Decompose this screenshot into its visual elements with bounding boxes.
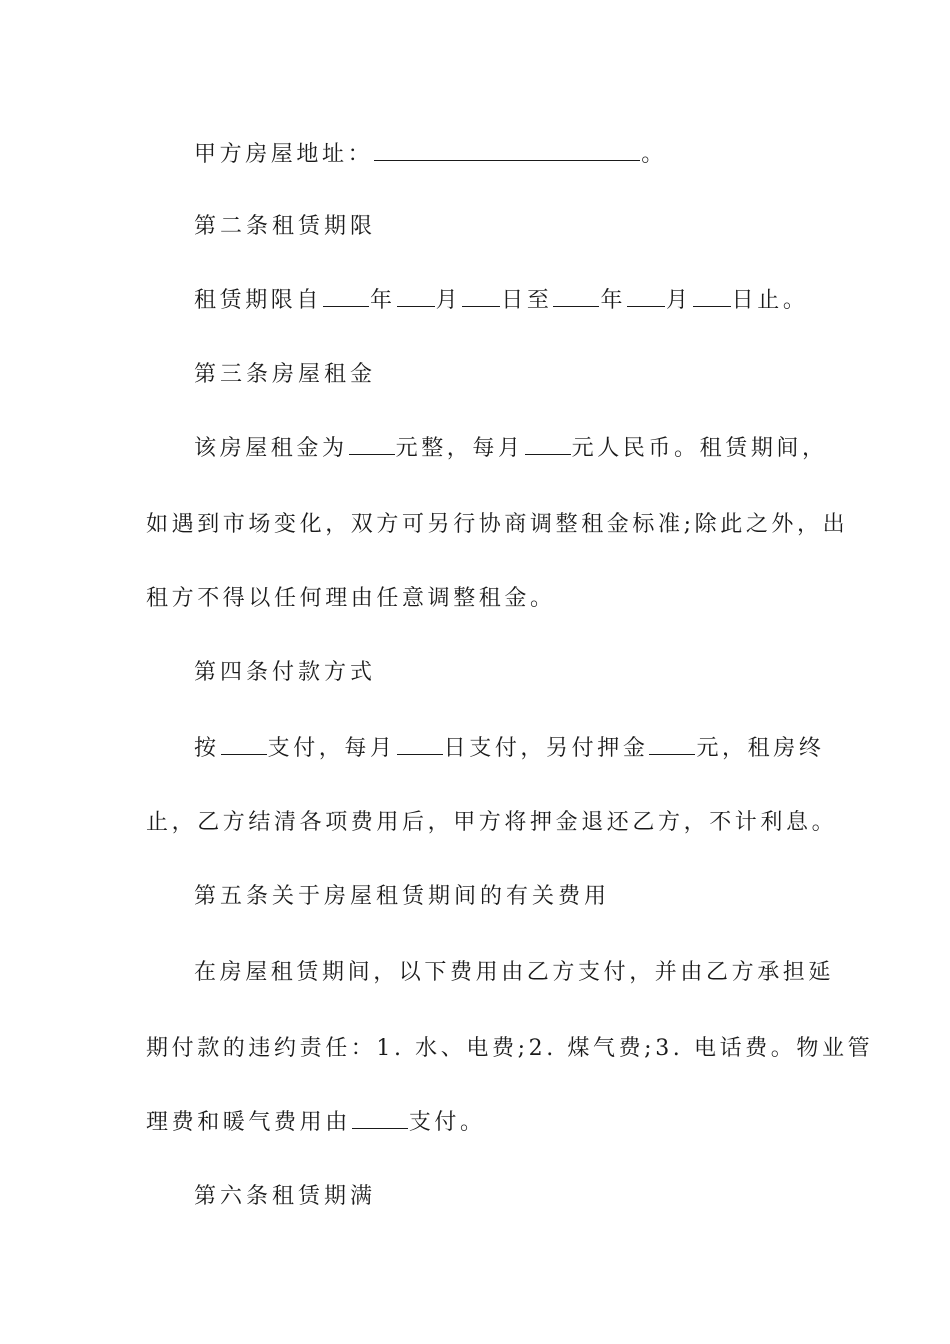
end-day-blank[interactable] <box>693 286 731 307</box>
end-month-blank[interactable] <box>627 286 665 307</box>
payment-text: 日支付，另付押金 <box>443 736 649 761</box>
fees-line-2: 期付款的违约责任：1. 水、电费;2. 煤气费;3. 电话费。物业管 <box>146 1036 874 1061</box>
monthly-rent-blank[interactable] <box>525 434 571 455</box>
lease-term-text: 日至 <box>501 288 553 313</box>
article-4-heading: 第四条付款方式 <box>194 660 377 685</box>
fees-line-1: 在房屋租赁期间，以下费用由乙方支付，并由乙方承担延 <box>194 960 835 985</box>
article-6-heading: 第六条租赁期满 <box>194 1184 377 1209</box>
payment-text: 按 <box>194 736 220 761</box>
payment-text: 元，租房终 <box>696 736 825 761</box>
article-2-heading: 第二条租赁期限 <box>194 214 377 239</box>
payment-method-blank[interactable] <box>221 734 267 755</box>
lease-term-text: 月 <box>666 288 692 313</box>
rent-text: 元人民币。租赁期间， <box>571 436 828 461</box>
end-year-blank[interactable] <box>553 286 599 307</box>
fees-line-3 <box>146 1108 816 1138</box>
payment-text: 支付，每月 <box>267 736 396 761</box>
start-year-blank[interactable] <box>323 286 369 307</box>
lease-term-text: 日止。 <box>731 288 809 313</box>
address-blank[interactable] <box>374 140 640 161</box>
fees-text: 理费和暖气费用由 <box>146 1110 351 1135</box>
rent-line-2: 如遇到市场变化，双方可另行协商调整租金标准;除此之外，出 <box>146 512 849 537</box>
address-line <box>194 140 864 170</box>
article-5-heading: 第五条关于房屋租赁期间的有关费用 <box>194 884 611 909</box>
lease-term-line <box>194 286 864 316</box>
rent-total-blank[interactable] <box>349 434 395 455</box>
payment-line-2: 止，乙方结清各项费用后，甲方将押金退还乙方，不计利息。 <box>146 810 838 835</box>
start-day-blank[interactable] <box>462 286 500 307</box>
lease-term-text: 年 <box>600 288 627 313</box>
article-3-heading: 第三条房屋租金 <box>194 362 377 387</box>
deposit-blank[interactable] <box>649 734 695 755</box>
lease-term-text: 租赁期限自 <box>194 288 323 313</box>
fees-payer-blank[interactable] <box>352 1108 408 1129</box>
rent-line-1 <box>194 434 864 464</box>
lease-term-text: 年 <box>370 288 396 313</box>
lease-term-text: 月 <box>435 288 462 313</box>
fees-text: 支付。 <box>408 1110 486 1135</box>
address-end: 。 <box>641 142 667 167</box>
address-label: 甲方房屋地址： <box>194 142 374 167</box>
rent-text: 元整，每月 <box>395 436 524 461</box>
payment-day-blank[interactable] <box>397 734 443 755</box>
rent-line-3: 租方不得以任何理由任意调整租金。 <box>146 586 556 611</box>
rent-text: 该房屋租金为 <box>194 436 348 461</box>
start-month-blank[interactable] <box>397 286 435 307</box>
payment-line-1 <box>194 734 864 764</box>
